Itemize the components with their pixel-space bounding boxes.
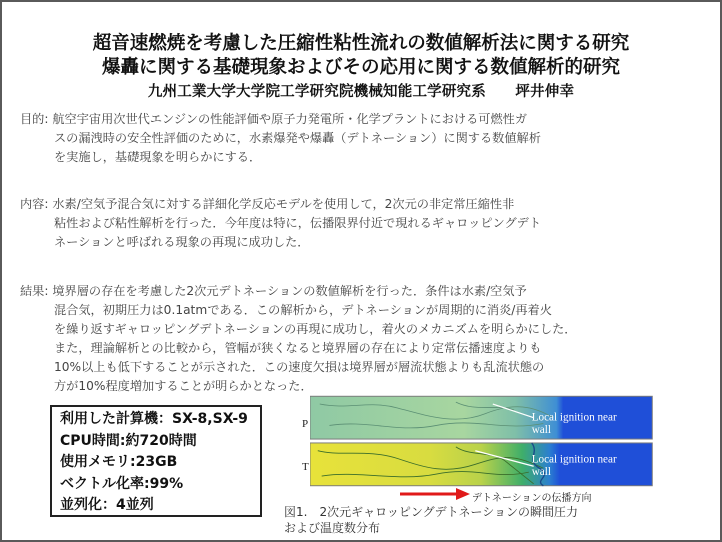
panel-label-t: T — [302, 461, 309, 473]
result-line-4: また，理論解析との比較から，管幅が狭くなると境界層の存在により定常伝播速度よりも — [54, 341, 542, 355]
figure-caption — [284, 504, 644, 536]
purpose-section — [20, 110, 670, 167]
detonation-contour-figure — [310, 395, 662, 487]
annotation-bottom-line-2: wall — [531, 466, 551, 479]
purpose-line-3: を実施し，基礎現象を明らかにする． — [54, 150, 262, 164]
propagation-arrow-icon — [400, 487, 470, 501]
panel-label-p: P — [302, 418, 309, 430]
purpose-label: 目的: — [20, 112, 49, 126]
result-line-1: 境界層の存在を考慮した2次元デトネーションの数値解析を行った．条件は水素/空気予 — [52, 284, 527, 298]
spec-vectorization: ベクトル化率:99% — [60, 475, 184, 492]
content-section — [20, 195, 670, 252]
propagation-direction-label: デトネーションの伝播方向 — [472, 493, 592, 504]
content-line-3: ネーションと呼ばれる現象の再現に成功した． — [54, 235, 310, 249]
annotation-top-line-1: Local ignition near — [531, 411, 617, 424]
result-line-2: 混合気，初期圧力は0.1atmである．この解析から，デトネーションが周期的に消炎/再着火 — [54, 303, 552, 317]
result-line-5: 10%以上も低下することが示された．この速度欠損は境界層が層流状態よりも乱流状態の — [54, 360, 545, 374]
spec-cpu-time: CPU時間:約720時間 — [60, 432, 197, 449]
title-line-2: 爆轟に関する基礎現象およびその応用に関する数値解析的研究 — [101, 57, 620, 78]
content-line-1: 水素/空気予混合気に対する詳細化学反応モデルを使用して，2次元の非定常圧縮性非 — [52, 197, 515, 211]
result-line-3: を繰り返すギャロッピングデトネーションの再現に成功し，着火のメカニズムを明らかにした． — [54, 322, 577, 336]
content-label: 内容: — [20, 197, 49, 211]
caption-line-1: 図1. 2次元ギャロッピングデトネーションの瞬間圧力 — [284, 505, 579, 519]
result-label: 結果: — [20, 284, 49, 298]
spec-computer: 利用した計算機：SX-8,SX-9 — [60, 411, 248, 427]
purpose-line-1: 航空宇宙用次世代エンジンの性能評価や原子力発電所・化学プラントにおける可燃性ガ — [52, 112, 528, 126]
result-section — [20, 282, 678, 396]
page-title — [2, 32, 720, 80]
spec-parallel: 並列化：4並列 — [60, 497, 154, 513]
purpose-line-2: スの漏洩時の安全性評価のために，水素爆発や爆轟（デトネーション）に関する数値解析 — [54, 131, 541, 145]
caption-line-2: および温度数分布 — [284, 521, 381, 535]
annotation-top-line-2: wall — [531, 424, 551, 437]
result-line-6: 方が10%程度増加することが明らかとなった． — [54, 379, 313, 393]
content-line-2: 粘性および粘性解析を行った．今年度は特に，伝播限界付近で現れるギャロッピングデト — [54, 216, 542, 230]
annotation-bottom-line-1: Local ignition near — [531, 453, 617, 466]
author-affiliation: 九州工業大学大学院工学研究院機械知能工学研究系 坪井伸幸 — [147, 84, 575, 100]
title-line-1: 超音速燃焼を考慮した圧縮性粘性流れの数値解析法に関する研究 — [92, 33, 630, 54]
compute-spec-box — [50, 405, 262, 517]
spec-memory: 使用メモリ:23GB — [60, 454, 178, 470]
